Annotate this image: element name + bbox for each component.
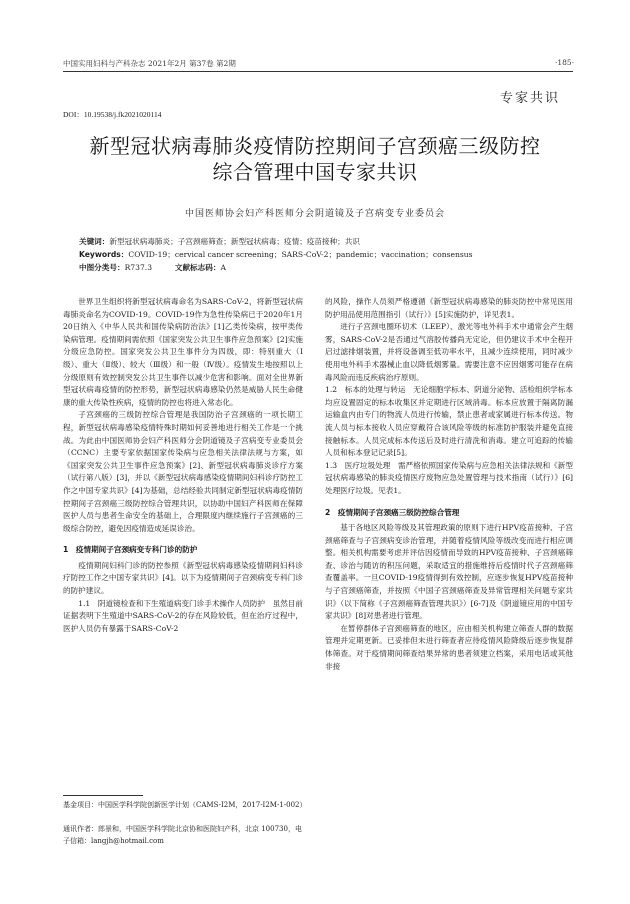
paragraph: 进行子宫颈电圈环切术（LEEP）、激光等电外科手术中通常会产生烟雾，SARS-CoV-2是否通过气溶胶传播尚无定论，但仍建议手术中全程开启过滤排烟装置，并将设备调至低功率水平，且减少连续使用，同时减少使用电外科手术器械止血以降低烟雾量。需要注意不应因烟雾可能存在病毒风险而违反疾病治疗原则。 — [325, 322, 573, 382]
paragraph: 基于各地区风险等级及其管理政策的原则下进行HPV疫苗接种、子宫颈癌筛查与子宫颈病变诊治管理，并随着疫情风险等级改变而进行相应调整。相关机构需要考虑并评估因疫情而导致的HPV疫苗接种、子宫颈癌筛查、诊治与随访的积压问题，采取适宜的措施维持后疫情时代子宫颈癌筛查覆盖率。一旦COVID-19疫情得到有效控制，应逐步恢复HPV疫苗接种与子宫颈癌筛查，并按照《中国子宫颈癌筛查及异常管理相关问题专家共识》（以下简称《子宫颈癌筛查管理共识》）[6-7]及《阴道镜应用的中国专家共识》[8]对患者进行管理。 — [325, 523, 573, 621]
left-column — [63, 296, 303, 635]
authors: 中国医师协会妇产科医师分会阴道镜及子宫病变专业委员会 — [184, 209, 445, 219]
paragraph: 世界卫生组织将新型冠状病毒命名为SARS-CoV-2，将新型冠状病毒肺炎命名为COVID-19。COVID-19作为急性传染病已于2020年1月20日纳入《中华人民共和国传染病防治法》[1]乙类传染病，按甲类传染病管理。疫情期间需依照《国家突发公共卫生事件应急预案》[2]实施分级应急防控。国家突发公共卫生事件分为四级，即：特别重大（Ⅰ级）、重大（Ⅱ级）、较大（Ⅲ级）和一般（Ⅳ级）。疫情发生地按照以上分级原则有效控制突发公共卫生事件以减少危害和影响。面对全世界新型冠状病毒疫情的防控形势，新型冠状病毒感染仍然是威胁人民生命健康的重大传染性疾病，疫情的防控也将进入常态化。 — [63, 297, 303, 407]
doc-code-label: 文献标志码： — [174, 263, 221, 272]
footnote-fund: 基金项目：中国医学科学院创新医学计划（CAMS-I2M，2017-I2M-1-002） — [63, 801, 307, 809]
running-header-journal: 中国实用妇科与产科杂志 2021年2月 第37卷 第2期 — [63, 59, 236, 68]
title-line-1: 新型冠状病毒肺炎疫情防控期间子宫颈癌三级防控 — [89, 134, 541, 158]
keywords-cn-label: 关键词： — [79, 237, 110, 246]
header-rule — [63, 71, 573, 72]
paragraph: 1.3 医疗垃圾处理 需严格依照国家传染病与应急相关法律法规和《新型冠状病毒感染的肺炎疫情医疗废物应急处置管理与技术指南（试行）》[6]处理医疗垃圾。见表1。 — [325, 460, 573, 495]
column-tag: 专家共识 — [500, 91, 561, 106]
article-title — [40, 133, 590, 185]
clc-label: 中图分类号： — [79, 263, 125, 272]
paragraph: 疫情期间妇科门诊的防控参照《新型冠状病毒感染疫情期间妇科诊疗防控工作之中国专家共识》[4]。以下为疫情期间子宫颈病变专科门诊的防护建议。 — [63, 560, 303, 596]
keywords-cn — [79, 236, 559, 249]
right-column — [325, 296, 573, 673]
keywords-cn-text: 新型冠状病毒肺炎；子宫颈癌筛查；新型冠状病毒；疫情；疫苗接种；共识 — [109, 237, 360, 246]
paragraph: 子宫颈癌的三级防控综合管理是我国防治子宫颈癌的一项长期工程，新型冠状病毒感染疫情特殊时期如何妥善地进行相关工作是一个挑战。为此由中国医师协会妇产科医师分会阴道镜及子宫病变专业委员会（CCNC）主要专家依据国家传染病与应急相关法律法规与方案，如《国家突发公共卫生事件应急预案》[2]、新型冠状病毒肺炎诊疗方案（试行第八版）[3]，并以《新型冠状病毒感染疫情期间妇科诊疗防控工作之中国专家共识》[4]为基础，总结经验共同制定新型冠状病毒疫情防控期间子宫颈癌三级防控综合管理共识，以协助中国妇产科医师在保障医护人员与患者生命安全的基础上，合理限度内继续施行子宫颈癌的三级综合防控，避免因疫情造成延误诊治。 — [63, 410, 303, 533]
doc-code-value: A — [220, 263, 226, 272]
section-heading-2: 2 疫情期间子宫颈癌三级防控综合管理 — [325, 507, 460, 517]
keywords-en-text: COVID-19；cervical cancer screening；SARS-CoV-2；pandemic；vaccination；consensus — [128, 250, 473, 259]
keywords-en — [79, 249, 559, 262]
paragraph: 1.1 阴道镜检查和下生殖道病变门诊手术操作人员防护 虽然目前证据表明下生殖道中SARS-CoV-2的存在风险较低，但在治疗过程中，医护人员仍有暴露于SARS-CoV-2 — [63, 598, 303, 633]
keywords-en-label: Keywords： — [79, 250, 129, 259]
paragraph: 1.2 标本的处理与转运 无论细胞学标本、阴道分泌物、活检组织学标本均应设置固定的标本收集区并定期进行区域消毒。标本应放置于隔离防漏运输盒内由专门的物流人员进行传输，禁止患者或家属进行标本传送。物流人员与标本接收人员应穿戴符合该风险等级的标准防护服装并避免直接接触标本。人员完成标本传送后及时进行清洗和消毒。建立可追踪的传输人员和标本登记记录[5]。 — [325, 385, 573, 458]
footnote-rule — [63, 795, 143, 796]
paragraph: 的风险，操作人员须严格遵循《新型冠状病毒感染的肺炎防控中常见医用防护用品使用范围指引（试行）》[5]实施防护，详见表1。 — [325, 297, 573, 319]
title-line-2: 综合管理中国专家共识 — [212, 160, 418, 184]
doi: DOI：10.19538/j.fk2021020114 — [63, 110, 162, 119]
footnote-contact: 通讯作者：郎景和，中国医学科学院北京协和医院妇产科，北京 100730，电子信箱：langjh@hotmail.com — [63, 825, 302, 845]
classification — [79, 262, 559, 275]
clc-value: R737.3 — [124, 263, 153, 272]
page-number: ·185· — [555, 58, 575, 67]
section-heading-1: 1 疫情期间子宫颈病变专科门诊的防护 — [63, 545, 198, 555]
paragraph: 在暂停群体子宫颈癌筛查的地区，应由相关机构建立筛查人群的数据管理并定期更新。已妥排但未进行筛查者应待疫情风险降级后逐步恢复群体筛查。对于疫情期间筛查结果异常的患者须建立档案，采用电话或其他非接 — [325, 623, 573, 671]
